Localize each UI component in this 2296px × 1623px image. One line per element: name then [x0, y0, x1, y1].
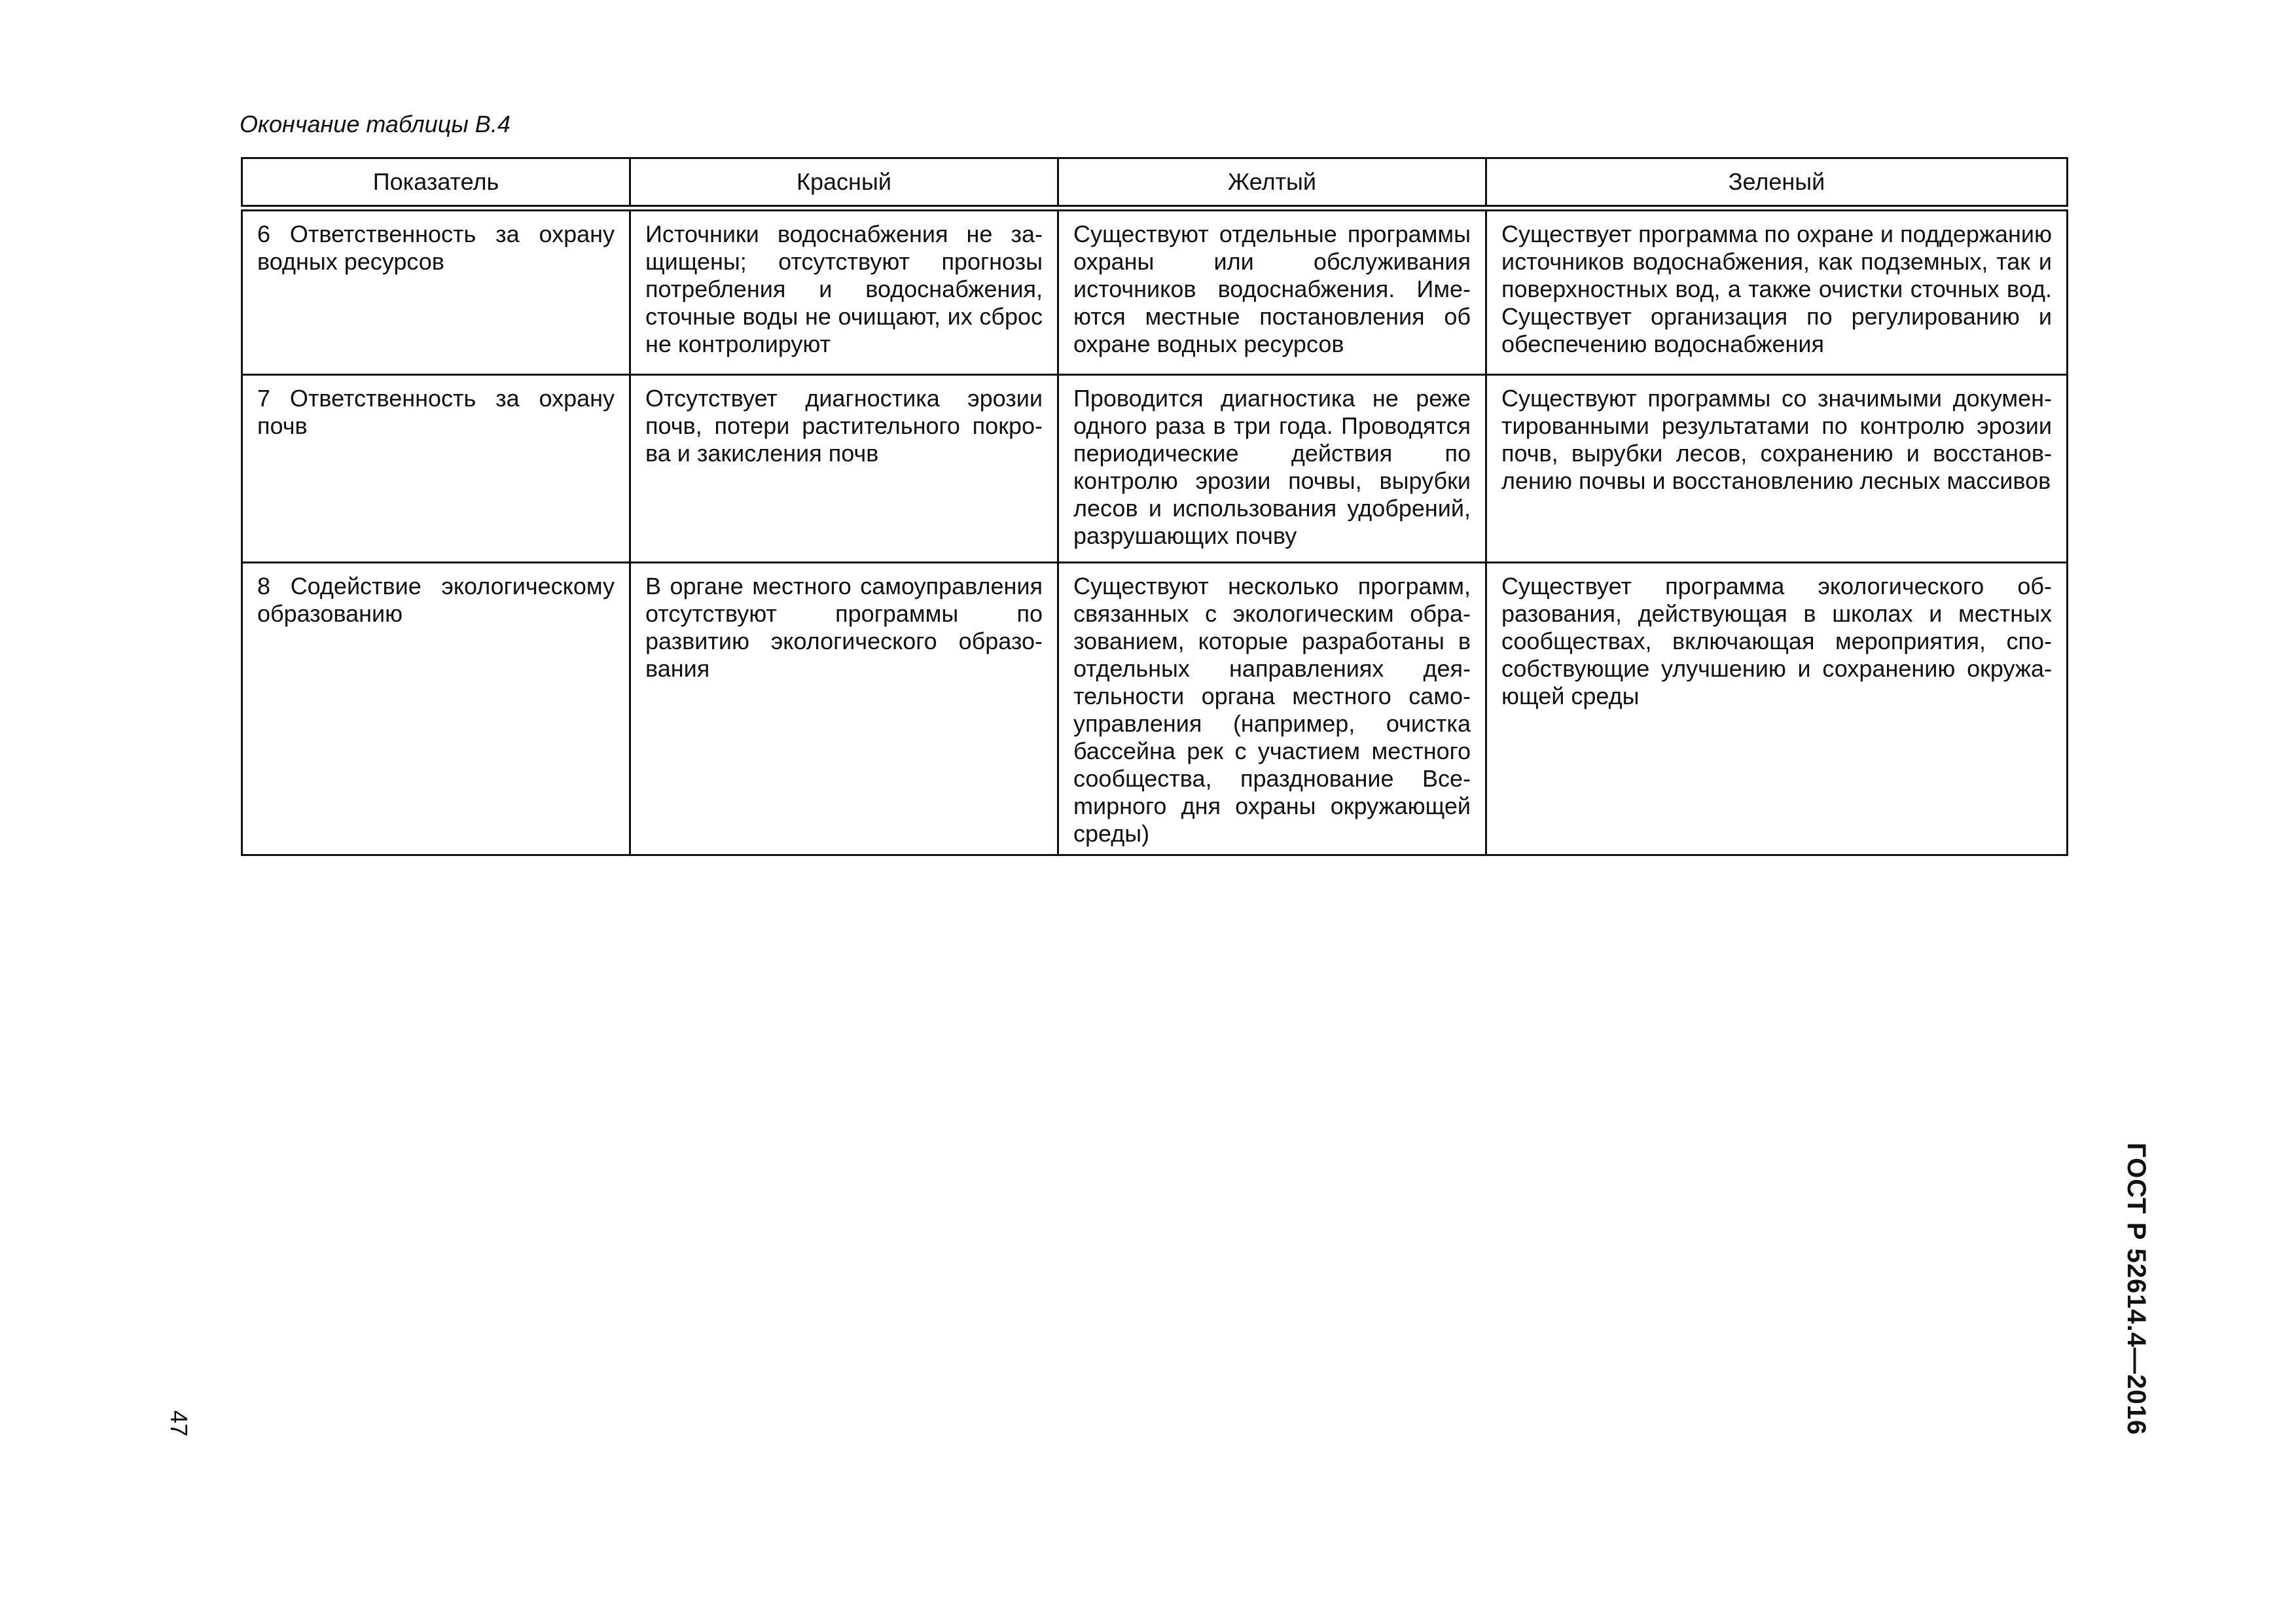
table-header-row: [242, 158, 2068, 209]
standard-code: ГОСТ Р 52614.4—2016: [2122, 1143, 2151, 1436]
cell-yellow: Существуют несколько программ, связанных с экологическим образованием, которые разработаны в отдельных направлениях деятельности органа местного самоуправления (например, очистка бассейна рек с участием местного сообщества, празднование Всеmирного дня охраны окружающей среды): [1058, 563, 1486, 855]
header-red: Красный: [630, 158, 1058, 209]
page-number: 47: [166, 1410, 192, 1437]
cell-red: Отсутствует диагностика эрозии почв, потери растительного покрова и закисления почв: [630, 375, 1058, 563]
cell-yellow: Проводится диагностика не реже одного раза в три года. Проводятся периодические действия по контролю эрозии почвы, вырубки лесов и использования удобрений, разрушающих почву: [1058, 375, 1486, 563]
cell-indicator: 8 Содействие экологическому образованию: [242, 563, 630, 855]
table-row: [242, 563, 2068, 855]
cell-green: Существуют программы со значимыми документированными результатами по контролю эрозии почв, вырубки лесов, сохранению и восстановлению почвы и восстановлению лесных массивов: [1486, 375, 2068, 563]
cell-red: Источники водоснабжения не защищены; отсутствуют прогнозы потребления и водоснабжения, сточные воды не очищают, их сброс не контролируют: [630, 208, 1058, 375]
cell-green: Существует программа по охране и поддержанию источников водоснабжения, как подземных, так и поверхностных вод, а также очистки сточных вод. Существует организация по регулированию и обеспечению водоснабжения: [1486, 208, 2068, 375]
cell-indicator: 7 Ответственность за охрану почв: [242, 375, 630, 563]
header-green: Зеленый: [1486, 158, 2068, 209]
cell-red: В органе местного самоуправления отсутствуют программы по развитию экологического образования: [630, 563, 1058, 855]
indicators-table: [241, 157, 2068, 856]
header-indicator: Показатель: [242, 158, 630, 209]
cell-yellow: Существуют отдельные программы охраны или обслуживания источников водоснабжения. Имеются местные постановления об охране водных ресурсов: [1058, 208, 1486, 375]
table-row: [242, 208, 2068, 375]
table-row: [242, 375, 2068, 563]
cell-indicator: 6 Ответственность за охрану водных ресурсов: [242, 208, 630, 375]
header-yellow: Желтый: [1058, 158, 1486, 209]
cell-green: Существует программа экологического образования, действующая в школах и местных сообществах, включающая мероприятия, способствующие улучшению и сохранению окружающей среды: [1486, 563, 2068, 855]
table-caption: Окончание таблицы В.4: [240, 111, 511, 137]
